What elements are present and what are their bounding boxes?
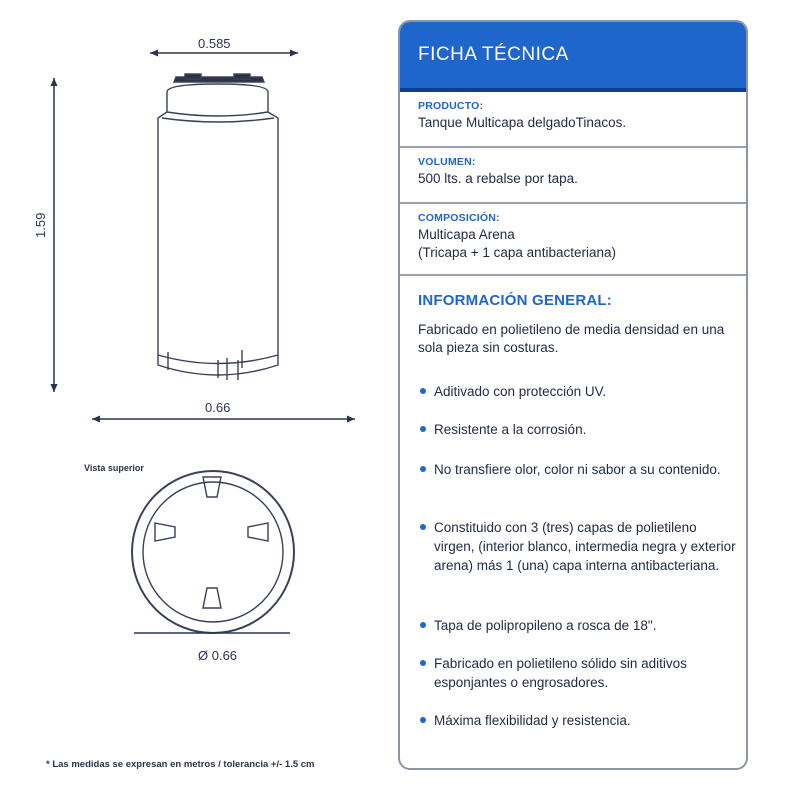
- volumen-label: VOLUMEN:: [418, 156, 476, 168]
- top-width-label: 0.585: [198, 36, 231, 51]
- bullet-icon: [420, 426, 426, 432]
- composicion-line2: (Tricapa + 1 capa antibacteriana): [418, 245, 616, 260]
- feature-text: No transfiere olor, color ni sabor a su contenido.: [434, 462, 721, 477]
- list-item: [418, 382, 738, 401]
- feature-text: Constituido con 3 (tres) capas de polietileno virgen, (interior blanco, intermedia negra y exterior arena) más 1 (una) capa interna antibacteriana.: [434, 520, 736, 573]
- bullet-icon: [420, 524, 426, 530]
- bullet-icon: [420, 717, 426, 723]
- list-item: [418, 616, 738, 635]
- feature-text: Tapa de polipropileno a rosca de 18".: [434, 618, 657, 633]
- bullet-icon: [420, 660, 426, 666]
- card-title: FICHA TÉCNICA: [400, 22, 746, 92]
- general-title: INFORMACIÓN GENERAL:: [418, 292, 612, 309]
- composition-row: [400, 204, 746, 276]
- general-intro: Fabricado en polietileno de media densidad en una sola pieza sin costuras.: [418, 322, 725, 355]
- height-label: 1.59: [33, 212, 48, 238]
- top-view-label: Vista superior: [84, 463, 144, 473]
- list-item: [418, 518, 738, 575]
- composicion-line1: Multicapa Arena: [418, 227, 515, 242]
- list-item: [418, 654, 738, 692]
- feature-text: Resistente a la corrosión.: [434, 422, 587, 437]
- volume-row: [400, 148, 746, 204]
- list-item: [418, 460, 738, 479]
- diameter-label: Ø 0.66: [198, 648, 238, 663]
- producto-value: Tanque Multicapa delgadoTinacos.: [418, 115, 627, 130]
- general-info: [418, 292, 738, 357]
- tank-drawing: [0, 0, 398, 800]
- volumen-value: 500 lts. a rebalse por tapa.: [418, 171, 578, 186]
- feature-text: Aditivado con protección UV.: [434, 384, 607, 399]
- bullet-icon: [420, 622, 426, 628]
- list-item: [418, 711, 738, 730]
- base-width-label: 0.66: [205, 400, 231, 415]
- product-row: [400, 92, 746, 148]
- tank-top-view: [132, 471, 294, 633]
- list-item: [418, 420, 738, 439]
- tank-side-view: [158, 74, 278, 380]
- composicion-label: COMPOSICIÓN:: [418, 212, 500, 224]
- footnote: * Las medidas se expresan en metros / tolerancia +/- 1.5 cm: [46, 759, 315, 770]
- bullet-icon: [420, 466, 426, 472]
- producto-label: PRODUCTO:: [418, 100, 484, 112]
- feature-text: Máxima flexibilidad y resistencia.: [434, 713, 631, 728]
- feature-text: Fabricado en polietileno sólido sin aditivos esponjantes o engrosadores.: [434, 656, 687, 690]
- bullet-icon: [420, 388, 426, 394]
- tech-sheet-card: [398, 20, 748, 770]
